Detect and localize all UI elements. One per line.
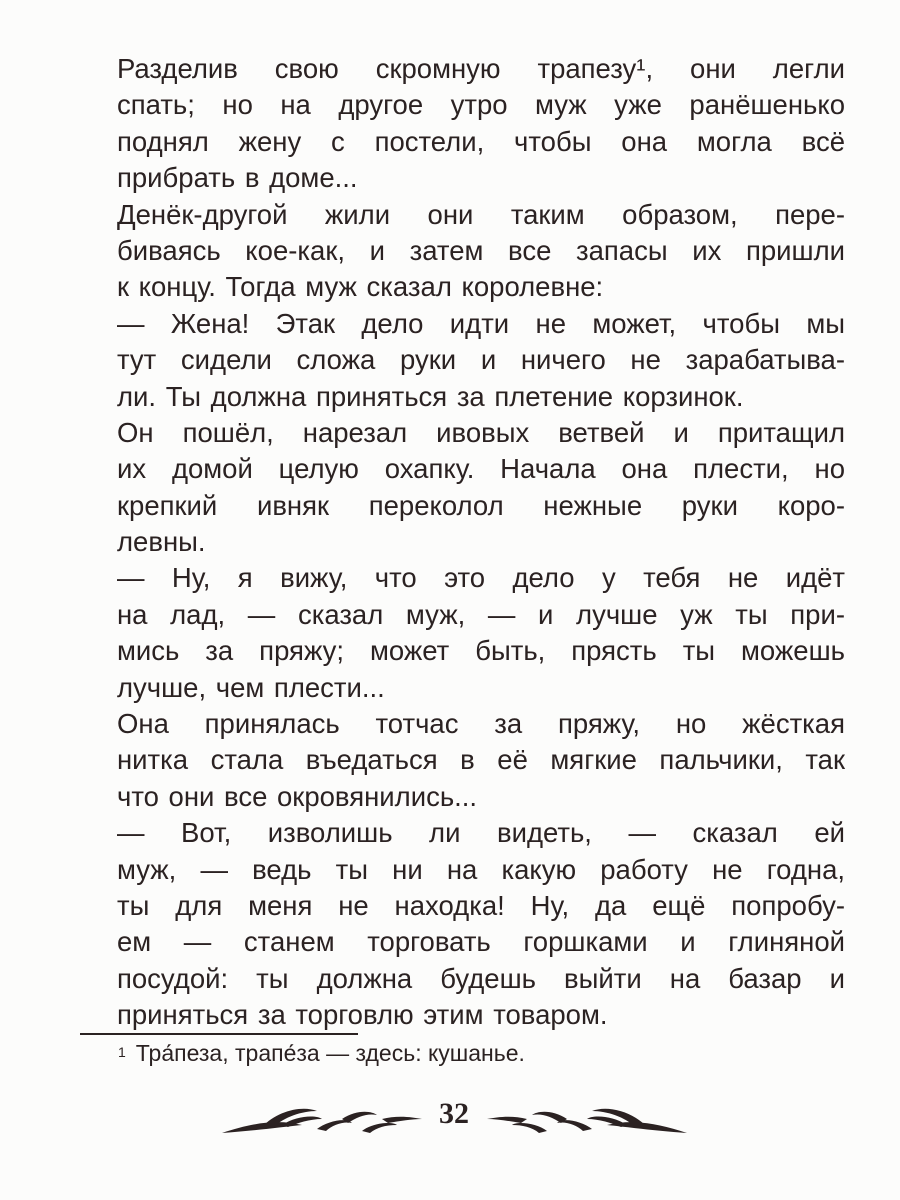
paragraph [117,51,845,197]
text-line: левны. [117,526,206,558]
text-line: прибрать в доме... [117,162,358,194]
text-line: — Вот, изволишь ли видеть, — сказал ей [117,817,845,849]
text-line: ем — станем торговать горшками и глиняной [117,926,845,958]
text-line: Разделив свою скромную трапезу¹, они легли [117,53,845,84]
paragraph [117,197,845,306]
paragraph [117,306,845,415]
text-line: посудой: ты должна будешь выйти на базар и [117,962,845,994]
text-line: — Ну, я вижу, что это дело у тебя не идёт [117,562,845,594]
text-line: биваясь кое-как, и затем все запасы их пришли [117,234,845,266]
text-line: на лад, — сказал муж, — и лучше уж ты при- [117,598,845,630]
paragraph [117,706,845,815]
text-line: лучше, чем плести... [117,671,385,703]
text-line: к концу. Тогда муж сказал королевне: [117,271,604,303]
ornament-right-icon [482,1105,687,1135]
text-line: поднял жену с постели, чтобы она могла всё [117,125,845,157]
text-line: спать; но на другое утро муж уже ранёшенько [117,89,845,121]
text-line: приняться за торговлю этим товаром. [117,999,608,1031]
ornament-left-icon [222,1105,427,1135]
footnote [118,1040,525,1067]
text-line: тут сидели сложа руки и ничего не зарабатыва- [117,344,845,376]
text-line: ли. Ты должна приняться за плетение корзинок. [117,380,744,412]
text-line: что они все окровянились... [117,780,478,812]
text-line: — Жена! Этак дело идти не может, чтобы мы [117,307,845,339]
text-line: Денёк-другой жили они таким образом, пере- [117,198,845,230]
text-line: их домой целую охапку. Начала она плести, но [117,453,845,485]
text-line: Она принялась тотчас за пряжу, но жёсткая [117,708,845,740]
footnote-mark: 1 [118,1044,126,1060]
body-text [117,51,845,1034]
text-line: мись за пряжу; может быть, прясть ты можешь [117,635,845,667]
text-line: Он пошёл, нарезал ивовых ветвей и притащил [117,416,845,448]
text-line: крепкий ивняк переколол нежные руки коро- [117,489,845,521]
paragraph [117,560,845,706]
page-number: 32 [439,1097,469,1130]
text-line: муж, — ведь ты ни на какую работу не годна, [117,853,845,885]
footnote-text: Тра́пеза, трапе́за — здесь: кушанье. [135,1040,525,1066]
text-line: нитка стала въедаться в её мягкие пальчики, так [117,744,845,776]
text-line: ты для меня не находка! Ну, да ещё попробу- [117,889,845,921]
footnote-divider [80,1033,358,1035]
paragraph [117,415,845,561]
paragraph [117,815,845,1033]
